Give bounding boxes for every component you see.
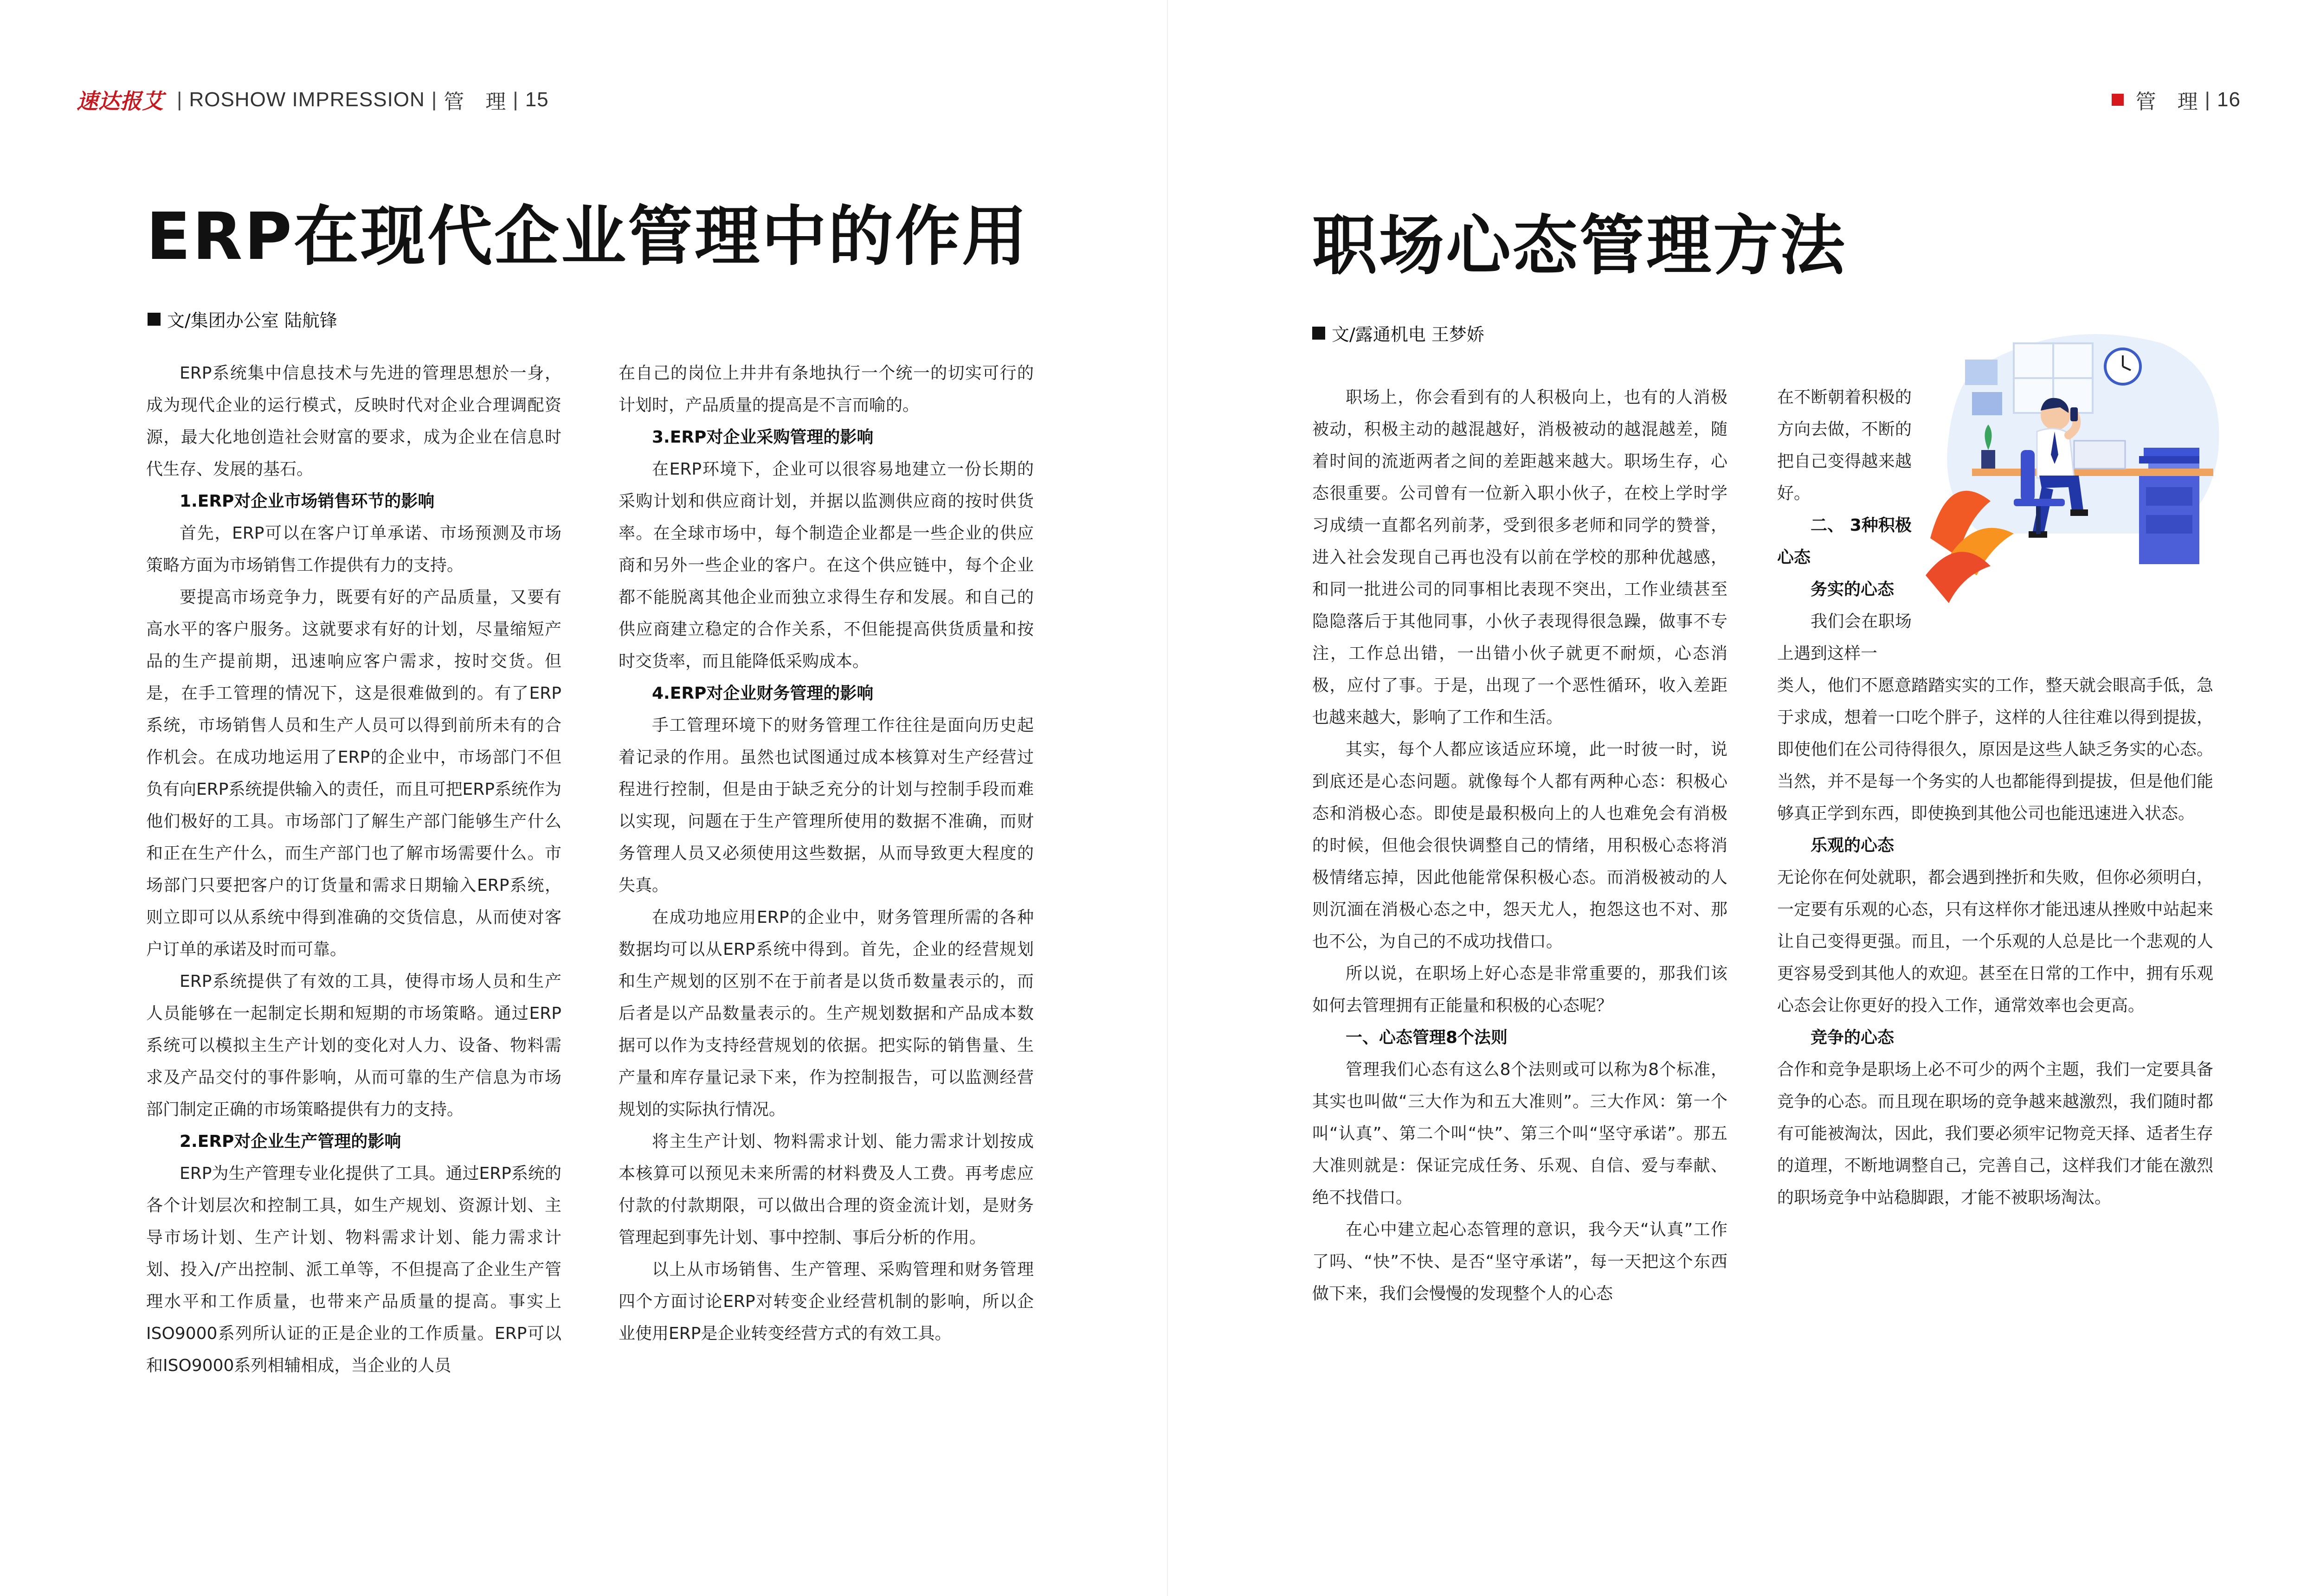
- paragraph: 首先，ERP可以在客户订单承诺、市场预测及市场策略方面为市场销售工作提供有力的支持。: [146, 524, 561, 575]
- paragraph: ERP系统集中信息技术与先进的管理思想於一身，成为现代企业的运行模式，反映时代对企业合理调配资源，最大化地创造社会财富的要求，成为企业在信息时代生存、发展的基石。: [146, 364, 561, 479]
- paragraph: 管理我们心态有这么8个法则或可以称为8个标准，其实也叫做“三大作为和五大准则”。三大作风：第一个叫“认真”、第二个叫“快”、第三个叫“坚守承诺”。那五大准则就是：保证完成任务、乐观、自信、爱与奉献、绝不找借口。: [1312, 1060, 1727, 1207]
- paragraph: 要提高市场竞争力，既要有好的产品质量，又要有高水平的客户服务。这就要求有好的计划，尽量缩短产品的生产提前期，迅速响应客户需求，按时交货。但是，在手工管理的情况下，这是很难做到的。有了ERP系统，市场销售人员和生产人员可以得到前所未有的合作机会。在成功地运用了ERP的企业中，市场部门不但负有向ERP系统提供输入的责任，而且可把ERP系统作为他们极好的工具。市场部门了解生产部门能够生产什么和正在生产什么，而生产部门也了解市场需要什么。市场部门只要把客户的订货量和需求日期输入ERP系统，则立即可以从系统中得到准确的交货信息，从而使对客户订单的承诺及时而可靠。: [146, 588, 561, 959]
- paragraph: 类人，他们不愿意踏踏实实的工作，整天就会眼高手低，急于求成，想着一口吃个胖子，这样的人往往难以得到提拔，即使他们在公司待得很久，原因是这些人缺乏务实的心态。当然，并不是每一个务实的人也都能得到提拔，但是他们能够真正学到东西，即使换到其他公司也能迅速进入状态。: [1777, 676, 2213, 823]
- section-heading: 3.ERP对企业采购管理的影响: [652, 428, 874, 447]
- article-title: ERP在现代企业管理中的作用: [146, 199, 1029, 275]
- article-2-column-1: [1312, 381, 1727, 1310]
- paragraph: 我们会在职场上遇到这样一: [1777, 612, 1912, 663]
- paragraph: 职场上，你会看到有的人积极向上，也有的人消极被动，积极主动的越混越好，消极被动的越混越差，随着时间的流逝两者之间的差距越来越大。职场生存，心态很重要。公司曾有一位新入职小伙子，在校上学时学习成绩一直都名列前茅，受到很多老师和同学的赞誉，进入社会发现自己再也没有以前在学校的那种优越感，和同一批进公司的同事相比表现不突出，工作业绩甚至隐隐落后于其他同事，小伙子表现得很急躁，做事不专注，工作总出错，一出错小伙子就更不耐烦，心态消极，应付了事。于是，出现了一个恶性循环，收入差距也越来越大，影响了工作和生活。: [1312, 388, 1727, 727]
- text-beside-illustration: [1777, 381, 1912, 669]
- page-number: 15: [525, 88, 549, 111]
- article-byline: 文/集团办公室 陆航锋: [148, 306, 337, 332]
- byline-square-icon: [1312, 327, 1325, 340]
- office-worker-on-phone-illustration: [1921, 315, 2232, 631]
- paragraph: 在不断朝着积极的方向去做，不断的把自己变得越来越好。: [1777, 388, 1912, 503]
- text-below-illustration: [1777, 669, 2213, 1214]
- paragraph: 所以说，在职场上好心态是非常重要的，那我们该如何去管理拥有正能量和积极的心态呢？: [1312, 964, 1727, 1015]
- magazine-logo: 速达报艾: [77, 89, 164, 114]
- section-heading: 一、心态管理8个法则: [1346, 1028, 1508, 1047]
- right-header: 管 理 | 16: [2112, 86, 2241, 114]
- paragraph: 以上从市场销售、生产管理、采购管理和财务管理四个方面讨论ERP对转变企业经营机制的影响，所以企业使用ERP是企业转变经营方式的有效工具。: [619, 1260, 1034, 1343]
- paragraph: 在ERP环境下，企业可以很容易地建立一份长期的采购计划和供应商计划，并据以监测供应商的按时供货率。在全球市场中，每个制造企业都是一些企业的供应商和另外一些企业的客户。在这个供应链中，每个企业都不能脱离其他企业而独立求得生存和发展。和自己的供应商建立稳定的合作关系，不但能提高供货质量和按时交货率，而且能降低采购成本。: [619, 460, 1034, 671]
- paragraph: 在心中建立起心态管理的意识，我今天“认真”工作了吗、“快”不快、是否“坚守承诺”，每一天把这个东西做下来，我们会慢慢的发现整个人的心态: [1312, 1220, 1727, 1303]
- section-heading: 2.ERP对企业生产管理的影响: [180, 1132, 401, 1151]
- byline-square-icon: [148, 313, 161, 326]
- paragraph: ERP为生产管理专业化提供了工具。通过ERP系统的各个计划层次和控制工具，如生产规划、资源计划、主导市场计划、生产计划、物料需求计划、能力需求计划、投入/产出控制、派工单等，不但提高了企业生产管理水平和工作质量，也带来产品质量的提高。事实上ISO9000系列所认证的正是企业的工作质量。ERP可以和ISO9000系列相辅相成，当企业的人员: [146, 1164, 561, 1375]
- section-heading: 竞争的心态: [1811, 1028, 1895, 1047]
- section-heading: 乐观的心态: [1811, 836, 1895, 855]
- article-title-2: 职场心态管理方法: [1312, 208, 1847, 284]
- section-heading: 务实的心态: [1811, 580, 1895, 599]
- section-name: 管 理: [444, 90, 507, 113]
- paragraph: 其实，每个人都应该适应环境，此一时彼一时，说到底还是心态问题。就像每个人都有两种心态：积极心态和消极心态。即使是最积极向上的人也难免会有消极的时候，但他会很快调整自己的情绪，用积极心态将消极情绪忘掉，因此他能常保积极心态。而消极被动的人则沉湎在消极心态之中，怨天尤人，抱怨这也不对、那也不公，为自己的不成功找借口。: [1312, 740, 1727, 951]
- paragraph: 手工管理环境下的财务管理工作往往是面向历史起着记录的作用。虽然也试图通过成本核算对生产经营过程进行控制，但是由于缺乏充分的计划与控制手段而难以实现，问题在于生产管理所使用的数据不准确，而财务管理人员又必须使用这些数据，从而导致更大程度的失真。: [619, 716, 1034, 895]
- paragraph: 将主生产计划、物料需求计划、能力需求计划按成本核算可以预见未来所需的材料费及人工费。再考虑应付款的付款期限，可以做出合理的资金流计划，是财务管理起到事先计划、事中控制、事后分析的作用。: [619, 1132, 1034, 1247]
- paragraph: ERP系统提供了有效的工具，使得市场人员和生产人员能够在一起制定长期和短期的市场策略。通过ERP系统可以模拟主生产计划的变化对人力、设备、物料需求及产品交付的事件影响，从而可靠的生产信息为市场部门制定正确的市场策略提供有力的支持。: [146, 972, 561, 1119]
- article-byline-2: 文/露通机电 王梦娇: [1312, 320, 1484, 346]
- section-heading: 1.ERP对企业市场销售环节的影响: [180, 492, 435, 511]
- paragraph: 在自己的岗位上井井有条地执行一个统一的切实可行的计划时，产品质量的提高是不言而喻的。: [619, 364, 1034, 415]
- left-header: 速达报艾 | ROSHOW IMPRESSION | 管 理 | 15: [77, 86, 549, 114]
- page-number: 16: [2217, 88, 2241, 111]
- section-name: 管 理: [2135, 90, 2198, 113]
- article-column-2: [619, 357, 1034, 1350]
- paragraph: 在成功地应用ERP的企业中，财务管理所需的各种数据均可以从ERP系统中得到。首先，企业的经营规划和生产规划的区别不在于前者是以货币数量表示的，而后者是以产品数量表示的。生产规划数据和产品成本数据可以作为支持经营规划的依据。把实际的销售量、生产量和库存量记录下来，作为控制报告，可以监测经营规划的实际执行情况。: [619, 908, 1034, 1119]
- section-heading: 4.ERP对企业财务管理的影响: [652, 684, 874, 703]
- paragraph: 无论你在何处就职，都会遇到挫折和失败，但你必须明白，一定要有乐观的心态，只有这样你才能迅速从挫败中站起来让自己变得更强。而且，一个乐观的人总是比一个悲观的人更容易受到其他人的欢迎。甚至在日常的工作中，拥有乐观心态会让你更好的投入工作，通常效率也会更高。: [1777, 868, 2213, 1015]
- section-heading: 二、 3种积极心态: [1777, 516, 1912, 567]
- article-column-1: [146, 357, 561, 1382]
- brand-name: ROSHOW IMPRESSION: [189, 88, 425, 111]
- paragraph: 合作和竞争是职场上必不可少的两个主题，我们一定要具备竞争的心态。而且现在职场的竞争越来越激烈，我们随时都有可能被淘汰，因此，我们要必须牢记物竞天择、适者生存的道理，不断地调整自己，完善自己，这样我们才能在激烈的职场竞争中站稳脚跟，才能不被职场淘汰。: [1777, 1060, 2213, 1207]
- red-square-icon: [2112, 94, 2124, 106]
